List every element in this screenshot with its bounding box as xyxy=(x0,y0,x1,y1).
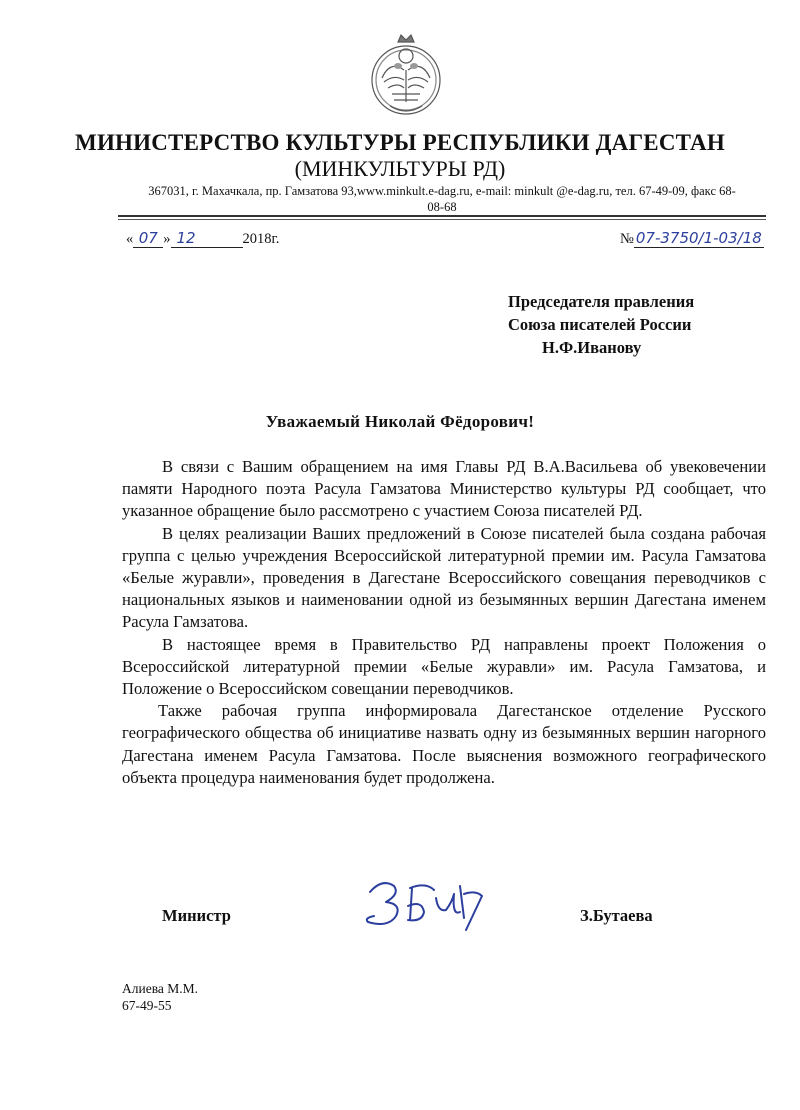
paragraph-2: В целях реализации Ваших предложений в Союзе писателей была создана рабочая группа с целью учреждения Всероссийской литературной премии им. Расула Гамзатова «Белые журавли», проведения в Дагестане Всероссийского совещания переводчиков с национальных языков и наименовании одной из безымянных вершин Дагестана именем Расула Гамзатова. xyxy=(122,523,766,632)
executor-name: Алиева М.М. xyxy=(122,981,199,996)
paragraph-1: В связи с Вашим обращением на имя Главы РД В.А.Васильева об увековечении памяти Народного поэта Расула Гамзатова Министерство культуры РД сообщает, что указанное обращение было рассмотрено с участием Союза писателей РД. xyxy=(122,457,766,521)
signer-position: Министр xyxy=(162,906,231,925)
date-day: 07 xyxy=(133,229,163,248)
header-divider-thin xyxy=(118,219,766,220)
document-date xyxy=(126,229,279,248)
address-line-2: 08-68 xyxy=(427,200,457,214)
paragraph-4: Также рабочая группа информировала Дагестанское отделение Русского географического общества об инициативе назвать одну из безымянных вершин нагорного Дагестана именем Расула Гамзатова. После выяснения возможного географического объекта процедура наименования будет продолжена. xyxy=(122,701,766,787)
number-value: 07-3750/1-03/18 xyxy=(634,229,764,248)
header-divider xyxy=(118,215,766,217)
date-year: 2018г. xyxy=(242,231,280,247)
addressee-line-2: Союза писателей России xyxy=(508,315,692,334)
coat-of-arms-icon xyxy=(368,30,444,122)
document-number xyxy=(620,229,764,248)
addressee-line-1: Председателя правления xyxy=(508,292,695,311)
number-prefix: № xyxy=(620,231,634,247)
executor-block xyxy=(122,980,198,1014)
address-line-1: 367031, г. Махачкала, пр. Гамзатова 93,www.minkult.e-dag.ru, e-mail: minkult @e-dag.ru, тел. 67-49-09, факс 68- xyxy=(148,184,736,198)
signer-name: З.Бутаева xyxy=(580,906,653,925)
ministry-title: МИНИСТЕРСТВО КУЛЬТУРЫ РЕСПУБЛИКИ ДАГЕСТАН xyxy=(75,130,725,155)
date-close-quote: » xyxy=(163,231,171,247)
addressee-block xyxy=(508,290,694,359)
addressee-line-3: Н.Ф.Иванову xyxy=(542,338,642,357)
ministry-address xyxy=(112,183,772,215)
ministry-short-name: (МИНКУЛЬТУРЫ РД) xyxy=(294,156,506,181)
date-open-quote: « xyxy=(126,231,134,247)
paragraph-3: В настоящее время в Правительство РД направлены проект Положения о Всероссийской литературной премии «Белые журавли» им. Расула Гамзатова, и Положение о Всероссийском совещании переводчиков. xyxy=(122,634,766,699)
executor-phone: 67-49-55 xyxy=(122,998,172,1013)
letter-body xyxy=(122,456,766,789)
date-month: 12 xyxy=(171,229,243,248)
handwritten-signature xyxy=(360,872,490,936)
salutation: Уважаемый Николай Фёдорович! xyxy=(265,412,535,431)
